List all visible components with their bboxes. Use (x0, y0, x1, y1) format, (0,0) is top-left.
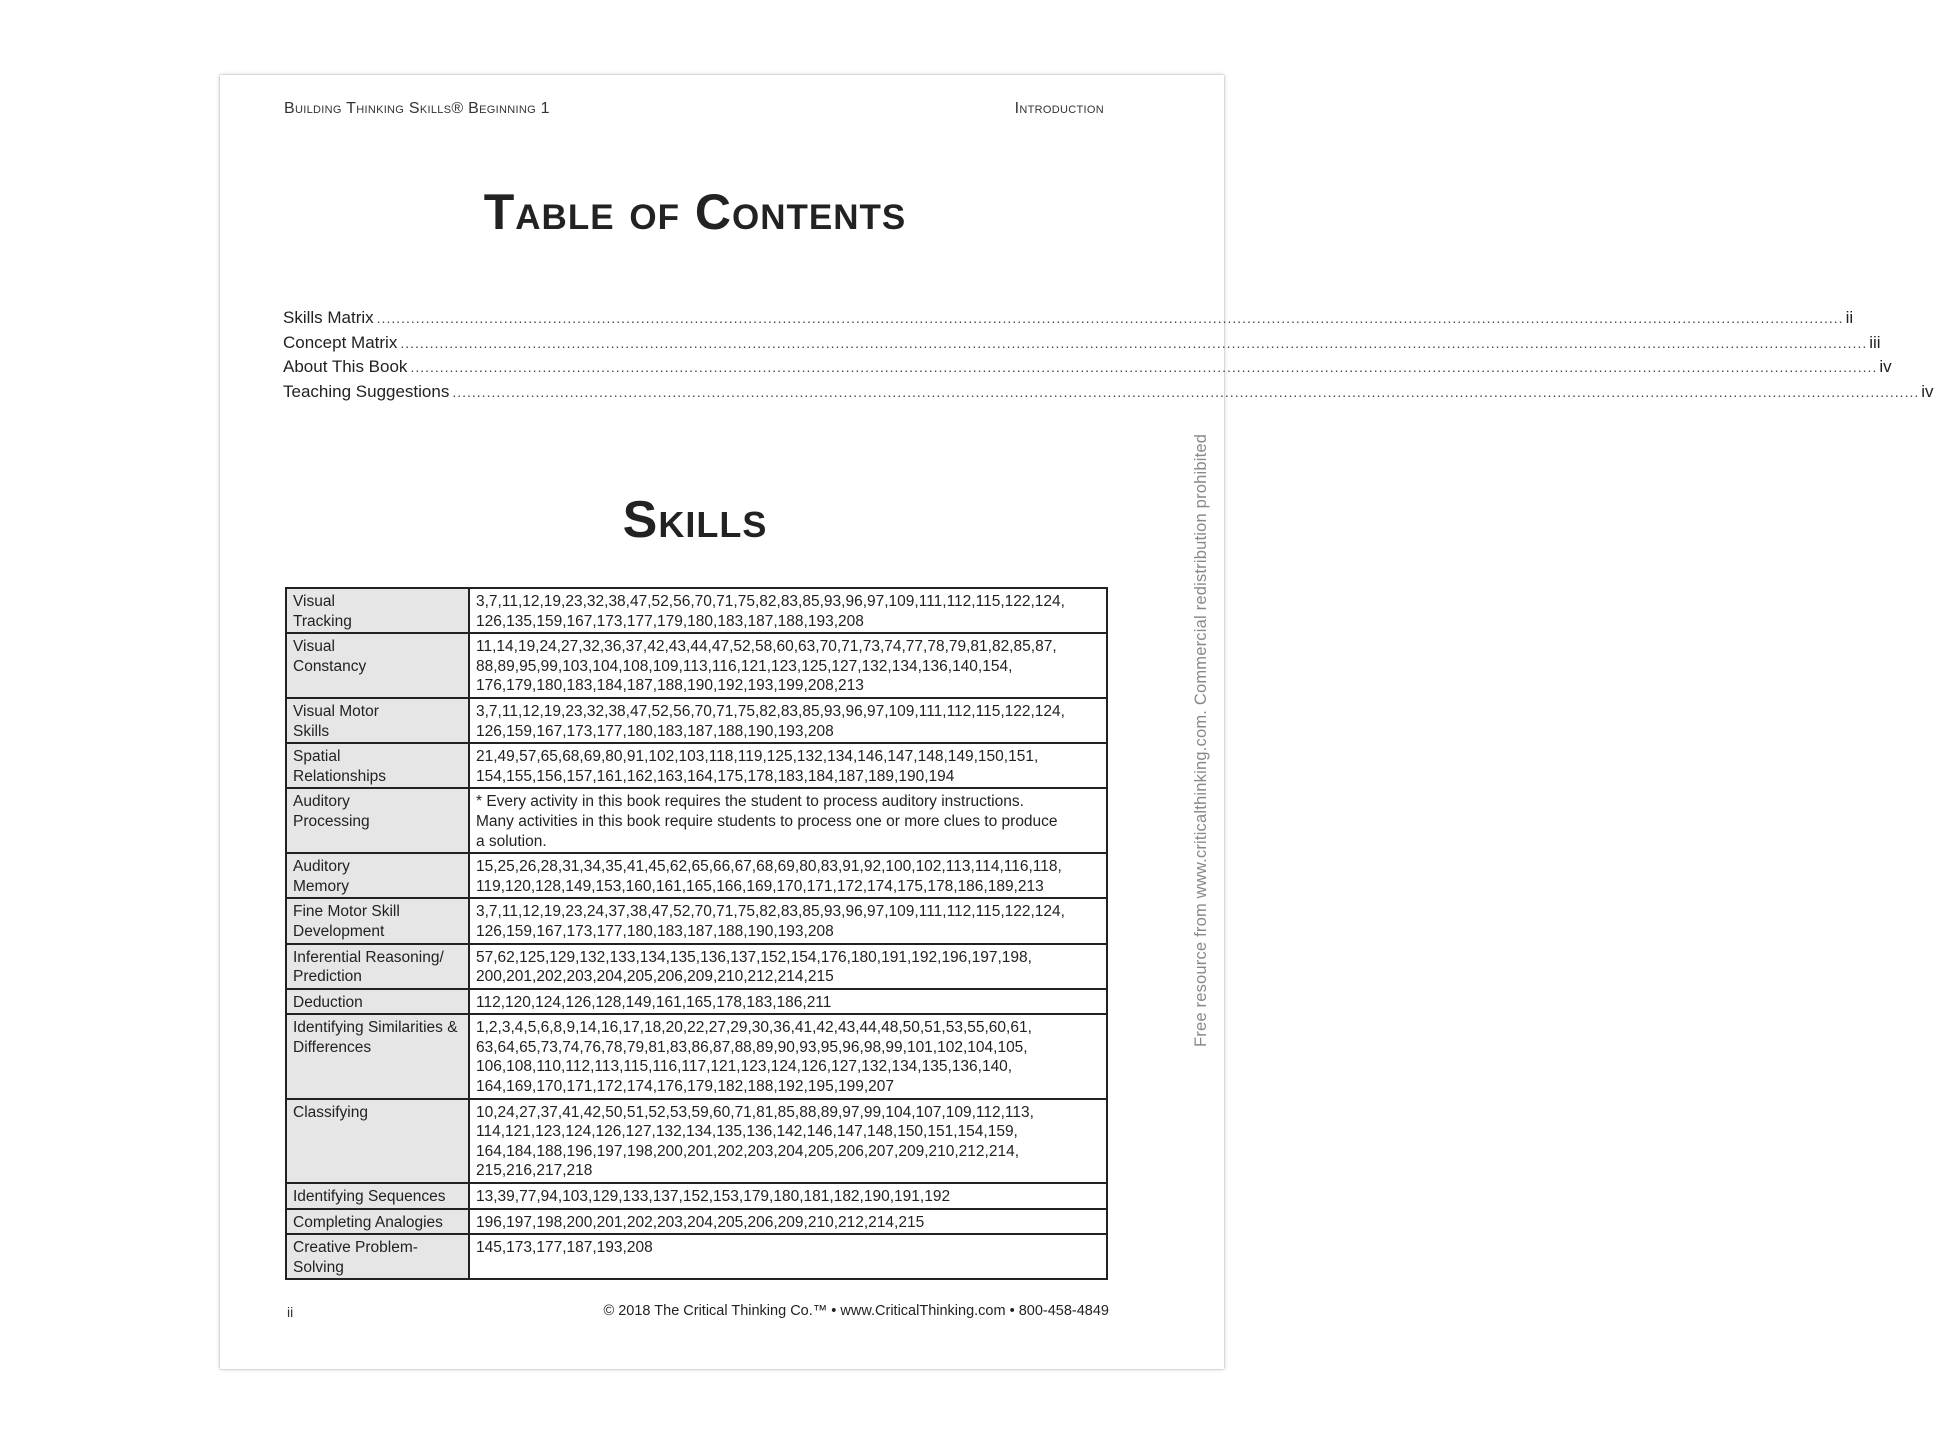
copyright-line: © 2018 The Critical Thinking Co.™ • www.CriticalThinking.com • 800-458-4849 (603, 1303, 1109, 1319)
skill-pages-cell: * Every activity in this book requires the student to process auditory instructions. Many activities in this book require students to process one or more clues to produce a solution. (469, 788, 1107, 853)
skill-pages-cell: 3,7,11,12,19,23,32,38,47,52,56,70,71,75,82,83,85,93,96,97,109,111,112,115,122,124, 126,135,159,167,173,177,179,180,183,187,188,193,208 (469, 588, 1107, 633)
toc-leader-dots: ............................................................................................................................................................................................................................................................................................................ (400, 334, 1868, 351)
toc-entry-label: Teaching Suggestions (283, 381, 450, 401)
toc-heading: Table of Contents (483, 184, 907, 240)
redistribution-notice: Free resource from www.criticalthinking.com. Commercial redistribution prohibited (1192, 433, 1210, 1047)
skills-row (286, 588, 1107, 633)
skill-pages-cell: 57,62,125,129,132,133,134,135,136,137,152,154,176,180,191,192,196,197,198, 200,201,202,203,204,205,206,209,210,212,214,215 (469, 944, 1107, 989)
skills-table-body (286, 588, 1107, 1279)
toc-entry (283, 381, 1934, 407)
skills-row (286, 1209, 1107, 1235)
skill-name-cell: Creative Problem- Solving (286, 1234, 469, 1279)
skill-pages-cell: 196,197,198,200,201,202,203,204,205,206,209,210,212,214,215 (469, 1209, 1107, 1235)
skills-row (286, 1234, 1107, 1279)
skills-row (286, 989, 1107, 1015)
skill-name-cell: Completing Analogies (286, 1209, 469, 1235)
skill-name-cell: Auditory Memory (286, 853, 469, 898)
skill-name-cell: Visual Motor Skills (286, 698, 469, 743)
skills-row (286, 853, 1107, 898)
skill-pages-cell: 21,49,57,65,68,69,80,91,102,103,118,119,125,132,134,146,147,148,149,150,151, 154,155,156,157,161,162,163,164,175,178,183,184,187,189,190,194 (469, 743, 1107, 788)
skill-name-cell: Visual Tracking (286, 588, 469, 633)
skill-name-cell: Auditory Processing (286, 788, 469, 853)
toc-entry (283, 332, 1881, 358)
toc-entry-page: iv (1921, 381, 1934, 401)
skill-name-cell: Inferential Reasoning/ Prediction (286, 944, 469, 989)
running-header-section: Introduction (1014, 100, 1104, 117)
skill-name-cell: Spatial Relationships (286, 743, 469, 788)
skills-row (286, 633, 1107, 698)
toc-entry-label: Skills Matrix (283, 308, 374, 327)
skills-row (286, 743, 1107, 788)
skill-name-cell: Classifying (286, 1099, 469, 1183)
skill-pages-cell: 3,7,11,12,19,23,24,37,38,47,52,70,71,75,82,83,85,93,96,97,109,111,112,115,122,124, 126,159,167,173,177,180,183,187,188,190,193,208 (469, 898, 1107, 943)
skills-row (286, 944, 1107, 989)
skill-pages-cell: 11,14,19,24,27,32,36,37,42,43,44,47,52,58,60,63,70,71,73,74,77,78,79,81,82,85,87, 88,89,95,99,103,104,108,109,113,116,121,123,125,127,132,134,136,140,154, 176,179,180,183,184,187,188,190,192,193,199,208,213 (469, 633, 1107, 698)
skill-pages-cell: 1,2,3,4,5,6,8,9,14,16,17,18,20,22,27,29,30,36,41,42,43,44,48,50,51,53,55,60,61, 63,64,65,73,74,76,78,79,81,83,86,87,88,89,90,93,95,96,98,99,101,102,104,105, 106,108,110,112,113,115,116,117,121,123,124,126,127,132,134,135,136,140, 164,169,170,171,172,174,176,179,182,188,192,195,199,207 (469, 1014, 1107, 1098)
skills-table (285, 587, 1108, 1280)
skill-pages-cell: 13,39,77,94,103,129,133,137,152,153,179,180,181,182,190,191,192 (469, 1183, 1107, 1209)
toc-leader-dots: ............................................................................................................................................................................................................................................................................................................ (410, 359, 1878, 375)
toc-entry-label: Concept Matrix (283, 332, 398, 352)
skills-row (286, 1014, 1107, 1098)
skill-pages-cell: 10,24,27,37,41,42,50,51,52,53,59,60,71,81,85,88,89,97,99,104,107,109,112,113, 114,121,123,124,126,127,132,134,135,136,142,146,147,148,150,151,154,159, 164,184,188,196,197,198,200,201,202,203,204,205,206,207,209,210,212,214, 215,216,217,218 (469, 1099, 1107, 1183)
toc-leader-dots: ............................................................................................................................................................................................................................................................................................................ (376, 310, 1844, 326)
skill-pages-cell: 145,173,177,187,193,208 (469, 1234, 1107, 1279)
skill-name-cell: Identifying Sequences (286, 1183, 469, 1209)
skill-name-cell: Fine Motor Skill Development (286, 898, 469, 943)
running-header-title: Building Thinking Skills® Beginning 1 (284, 100, 550, 117)
skills-row (286, 1099, 1107, 1183)
skill-pages-cell: 3,7,11,12,19,23,32,38,47,52,56,70,71,75,82,83,85,93,96,97,109,111,112,115,122,124, 126,159,167,173,177,180,183,187,188,190,193,208 (469, 698, 1107, 743)
skills-row (286, 788, 1107, 853)
toc-entry (283, 357, 1892, 382)
skill-name-cell: Visual Constancy (286, 633, 469, 698)
toc-entry (283, 308, 1854, 333)
toc-leader-dots: ............................................................................................................................................................................................................................................................................................................ (452, 383, 1920, 400)
toc-entry-page: iv (1879, 357, 1892, 376)
page-number: ii (287, 1304, 294, 1320)
skill-name-cell: Identifying Similarities & Differences (286, 1014, 469, 1098)
toc-list (283, 308, 1934, 406)
skill-name-cell: Deduction (286, 989, 469, 1015)
skills-heading: Skills (622, 491, 768, 549)
skills-row (286, 898, 1107, 943)
skills-row (286, 1183, 1107, 1209)
toc-entry-page: iii (1869, 332, 1881, 352)
skills-row (286, 698, 1107, 743)
toc-entry-page: ii (1845, 308, 1854, 327)
skill-pages-cell: 112,120,124,126,128,149,161,165,178,183,186,211 (469, 989, 1107, 1015)
skill-pages-cell: 15,25,26,28,31,34,35,41,45,62,65,66,67,68,69,80,83,91,92,100,102,113,114,116,118, 119,120,128,149,153,160,161,165,166,169,170,171,172,174,175,178,186,189,213 (469, 853, 1107, 898)
toc-entry-label: About This Book (283, 357, 408, 376)
